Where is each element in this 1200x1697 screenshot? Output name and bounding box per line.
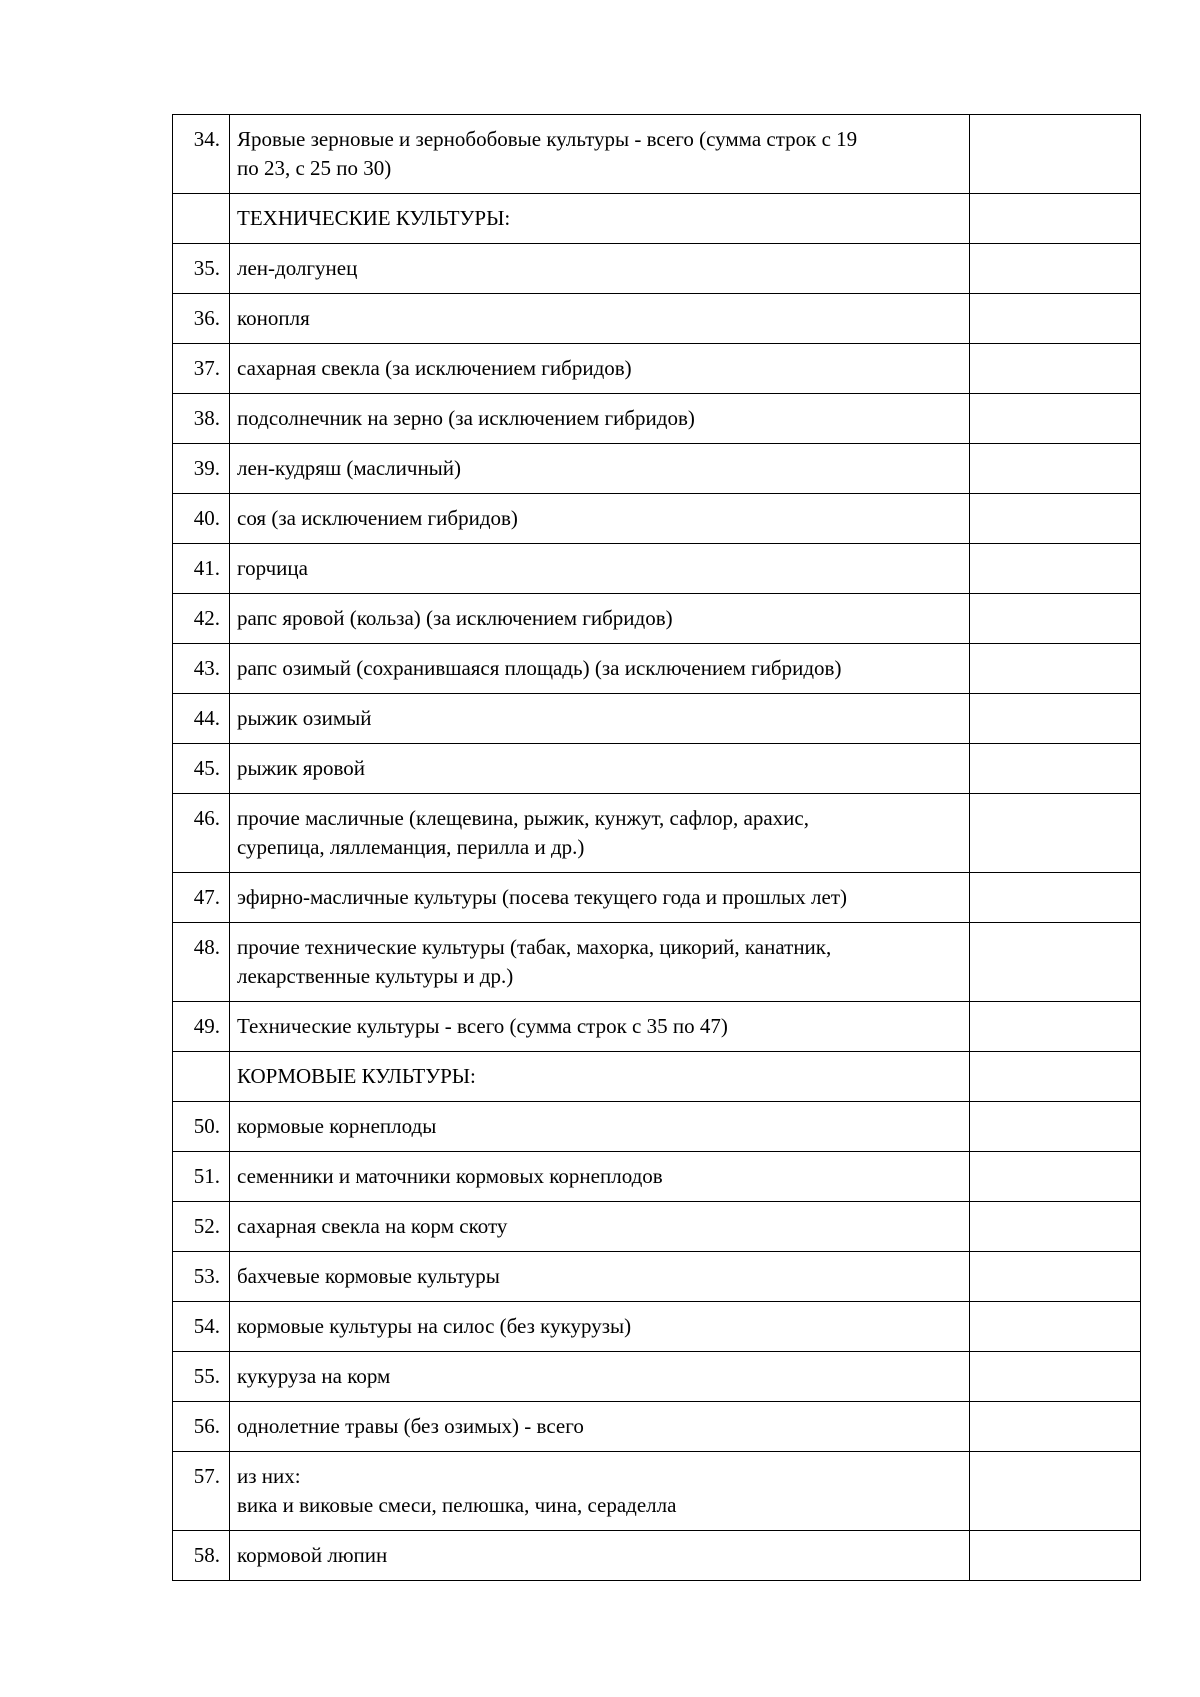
table-row — [173, 244, 1141, 294]
row-value-cell — [970, 1202, 1141, 1252]
table-row — [173, 344, 1141, 394]
row-label: Технические культуры - всего (сумма строк с 35 по 47) — [237, 1014, 728, 1038]
table-row — [173, 444, 1141, 494]
row-label: рыжик яровой — [237, 756, 365, 780]
row-number: 53. — [173, 1252, 230, 1302]
row-number: 47. — [173, 873, 230, 923]
row-number: 58. — [173, 1531, 230, 1581]
row-label: Яровые зерновые и зернобобовые культуры - всего (сумма строк с 19 по 23, с 25 по 30) — [237, 127, 858, 180]
row-number: 43. — [173, 644, 230, 694]
table-row — [173, 1152, 1141, 1202]
row-label: КОРМОВЫЕ КУЛЬТУРЫ: — [237, 1064, 476, 1088]
row-value-cell — [970, 115, 1141, 194]
row-label: кукуруза на корм — [237, 1364, 391, 1388]
row-value-cell — [970, 194, 1141, 244]
row-label-cell — [230, 1452, 970, 1531]
row-value-cell — [970, 394, 1141, 444]
row-label-cell — [230, 1352, 970, 1402]
row-label-cell — [230, 1202, 970, 1252]
row-value-cell — [970, 1252, 1141, 1302]
table-row — [173, 115, 1141, 194]
row-label-cell — [230, 115, 970, 194]
row-number: 42. — [173, 594, 230, 644]
row-label-cell — [230, 744, 970, 794]
table-row — [173, 1531, 1141, 1581]
row-number: 44. — [173, 694, 230, 744]
row-value-cell — [970, 1452, 1141, 1531]
row-label-cell — [230, 244, 970, 294]
row-label: рапс яровой (кольза) (за исключением гибридов) — [237, 606, 673, 630]
row-number: 41. — [173, 544, 230, 594]
row-number: 45. — [173, 744, 230, 794]
row-number: 57. — [173, 1452, 230, 1531]
table-row — [173, 744, 1141, 794]
table-row — [173, 494, 1141, 544]
row-value-cell — [970, 594, 1141, 644]
row-number: 52. — [173, 1202, 230, 1252]
row-label: прочие масличные (клещевина, рыжик, кунжут, сафлор, арахис, сурепица, ляллеманция, перилла и др.) — [237, 806, 809, 859]
row-label-cell — [230, 1252, 970, 1302]
row-label-cell — [230, 394, 970, 444]
row-value-cell — [970, 873, 1141, 923]
row-label-cell — [230, 344, 970, 394]
row-number — [173, 1052, 230, 1102]
row-label: прочие технические культуры (табак, махорка, цикорий, канатник, лекарственные культуры и др.) — [237, 935, 832, 988]
row-number: 39. — [173, 444, 230, 494]
row-label: однолетние травы (без озимых) - всего — [237, 1414, 584, 1438]
row-label: семенники и маточники кормовых корнеплодов — [237, 1164, 663, 1188]
row-value-cell — [970, 494, 1141, 544]
row-value-cell — [970, 1052, 1141, 1102]
row-label: кормовые культуры на силос (без кукурузы) — [237, 1314, 632, 1338]
row-number: 46. — [173, 794, 230, 873]
row-label: из них: вика и виковые смеси, пелюшка, чина, сераделла — [237, 1464, 677, 1517]
row-label-cell — [230, 873, 970, 923]
row-label-cell — [230, 644, 970, 694]
row-label: эфирно-масличные культуры (посева текущего года и прошлых лет) — [237, 885, 847, 909]
row-value-cell — [970, 444, 1141, 494]
row-label: лен-долгунец — [237, 256, 358, 280]
row-value-cell — [970, 744, 1141, 794]
table-row — [173, 1002, 1141, 1052]
row-value-cell — [970, 1352, 1141, 1402]
table-row — [173, 1202, 1141, 1252]
table-row — [173, 394, 1141, 444]
table-row — [173, 544, 1141, 594]
table-row — [173, 1452, 1141, 1531]
row-label-cell — [230, 444, 970, 494]
row-label-cell — [230, 923, 970, 1002]
table-row — [173, 923, 1141, 1002]
table-row — [173, 644, 1141, 694]
row-label: подсолнечник на зерно (за исключением гибридов) — [237, 406, 695, 430]
row-label: кормовые корнеплоды — [237, 1114, 437, 1138]
table-row — [173, 594, 1141, 644]
row-number: 51. — [173, 1152, 230, 1202]
table-row — [173, 794, 1141, 873]
crops-table — [172, 114, 1141, 1581]
row-value-cell — [970, 644, 1141, 694]
row-label: рыжик озимый — [237, 706, 372, 730]
table-row — [173, 1302, 1141, 1352]
row-label: кормовой люпин — [237, 1543, 388, 1567]
row-number: 36. — [173, 294, 230, 344]
row-number: 48. — [173, 923, 230, 1002]
row-number: 49. — [173, 1002, 230, 1052]
row-label-cell — [230, 794, 970, 873]
row-value-cell — [970, 1402, 1141, 1452]
row-value-cell — [970, 1002, 1141, 1052]
row-number — [173, 194, 230, 244]
row-label-cell — [230, 544, 970, 594]
row-label: бахчевые кормовые культуры — [237, 1264, 500, 1288]
row-number: 54. — [173, 1302, 230, 1352]
row-value-cell — [970, 923, 1141, 1002]
row-value-cell — [970, 1531, 1141, 1581]
row-number: 34. — [173, 115, 230, 194]
row-label: конопля — [237, 306, 310, 330]
row-number: 55. — [173, 1352, 230, 1402]
table-row — [173, 1102, 1141, 1152]
row-number: 50. — [173, 1102, 230, 1152]
table-row — [173, 294, 1141, 344]
row-number: 38. — [173, 394, 230, 444]
row-label: сахарная свекла (за исключением гибридов) — [237, 356, 632, 380]
row-label: лен-кудряш (масличный) — [237, 456, 462, 480]
row-label-cell — [230, 1152, 970, 1202]
row-label-cell — [230, 294, 970, 344]
row-number: 35. — [173, 244, 230, 294]
row-value-cell — [970, 1302, 1141, 1352]
row-label-cell — [230, 1302, 970, 1352]
row-value-cell — [970, 1102, 1141, 1152]
document-page — [172, 114, 1140, 1581]
row-label: сахарная свекла на корм скоту — [237, 1214, 508, 1238]
row-label: ТЕХНИЧЕСКИЕ КУЛЬТУРЫ: — [237, 206, 511, 230]
row-label-cell — [230, 194, 970, 244]
row-label-cell — [230, 594, 970, 644]
table-row — [173, 1252, 1141, 1302]
row-number: 56. — [173, 1402, 230, 1452]
row-value-cell — [970, 544, 1141, 594]
row-label-cell — [230, 494, 970, 544]
table-row — [173, 194, 1141, 244]
table-row — [173, 1402, 1141, 1452]
row-label: соя (за исключением гибридов) — [237, 506, 518, 530]
row-label-cell — [230, 1002, 970, 1052]
row-value-cell — [970, 344, 1141, 394]
row-value-cell — [970, 794, 1141, 873]
row-value-cell — [970, 694, 1141, 744]
row-label-cell — [230, 1052, 970, 1102]
row-label-cell — [230, 694, 970, 744]
table-row — [173, 1052, 1141, 1102]
table-row — [173, 694, 1141, 744]
table-row — [173, 1352, 1141, 1402]
table-row — [173, 873, 1141, 923]
row-label-cell — [230, 1402, 970, 1452]
row-value-cell — [970, 294, 1141, 344]
row-value-cell — [970, 1152, 1141, 1202]
row-value-cell — [970, 244, 1141, 294]
row-label-cell — [230, 1102, 970, 1152]
crops-table-body — [173, 115, 1141, 1581]
row-label: горчица — [237, 556, 308, 580]
row-number: 37. — [173, 344, 230, 394]
row-number: 40. — [173, 494, 230, 544]
row-label-cell — [230, 1531, 970, 1581]
row-label: рапс озимый (сохранившаяся площадь) (за исключением гибридов) — [237, 656, 842, 680]
